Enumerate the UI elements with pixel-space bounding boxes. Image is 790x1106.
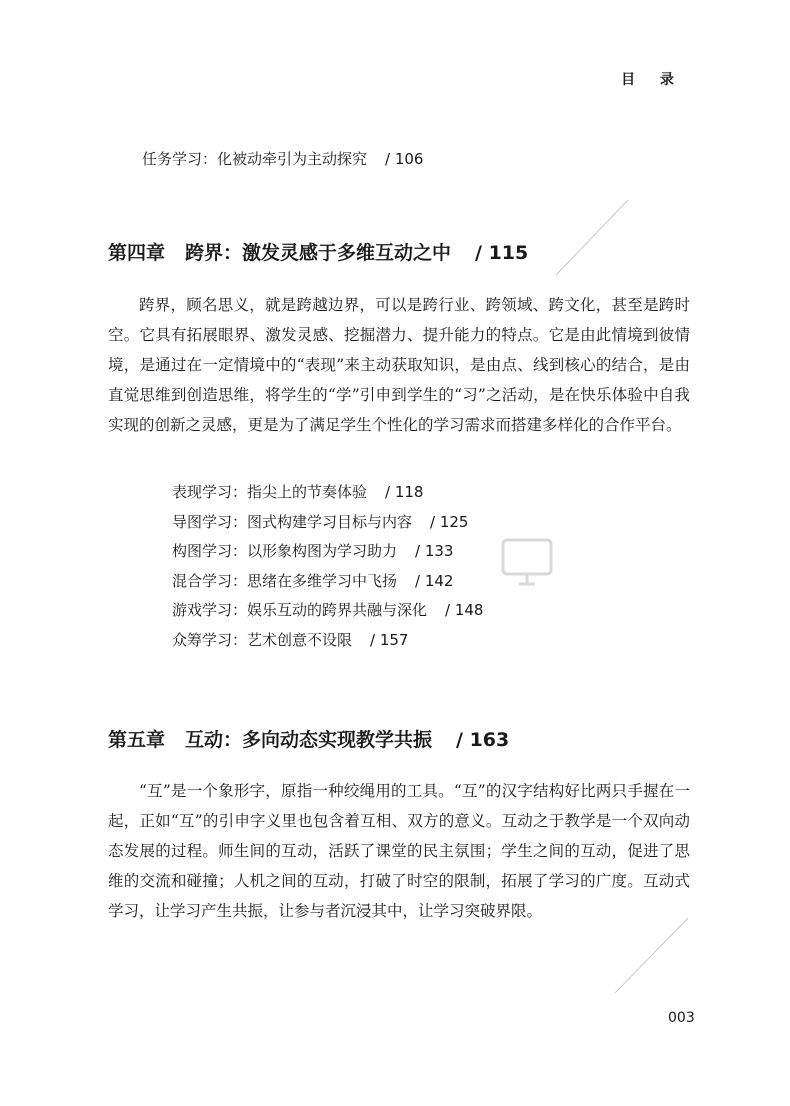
summary-text: “互”是一个象形字，原指一种绞绳用的工具。“互”的汉字结构好比两只手握在一起，正如“互”的引申字义里也包含着互相、双方的意义。互动之于教学是一个双向动态发展的过程。师生间的互动，活跃了课堂的民主氛围；学生之间的互动，促进了思维的交流和碰撞；人机之间的互动，打破了时空的限制，拓展了学习的广度。互动式学习，让学习产生共振，让参与者沉浸其中，让学习突破界限。 xyxy=(108,782,690,920)
chapter-title: 互动：多向动态实现教学共振 xyxy=(185,729,433,751)
section-title: 任务学习：化被动牵引为主动探究 xyxy=(142,150,368,168)
chapter-page: / 115 xyxy=(475,242,529,264)
chapter-number: 第五章 xyxy=(108,729,166,751)
decorative-diagonal-line xyxy=(615,918,688,993)
section-page: / 125 xyxy=(430,512,469,531)
summary-text: 跨界，顾名思义，就是跨越边界，可以是跨行业、跨领域、跨文化，甚至是跨时空。它具有拓展眼界、激发灵感、挖掘潜力、提升能力的特点。它是由此情境到彼情境，是通过在一定情境中的“表现”来主动获取知识，是由点、线到核心的结合，是由直觉思维到创造思维，将学生的“学”引申到学生的“习”之活动，是在快乐体验中自我实现的创新之灵感，更是为了满足学生个性化的学习需求而搭建多样化的合作平台。 xyxy=(108,296,690,434)
chapter-title: 跨界：激发灵感于多维互动之中 xyxy=(185,242,452,264)
section-title: 游戏学习：娱乐互动的跨界共融与深化 xyxy=(172,601,428,620)
section-page: / 157 xyxy=(370,630,409,649)
page-number: 003 xyxy=(668,1010,695,1026)
section-page: / 133 xyxy=(415,542,454,561)
section-page: / 148 xyxy=(445,601,484,620)
chapter-page: / 163 xyxy=(456,729,510,751)
running-header: 目 录 xyxy=(621,72,684,88)
section-title: 构图学习：以形象构图为学习助力 xyxy=(172,542,398,561)
section-page: / 142 xyxy=(415,571,454,590)
section-title: 导图学习：图式构建学习目标与内容 xyxy=(172,512,413,531)
section-title: 众筹学习：艺术创意不设限 xyxy=(172,630,353,649)
decorative-diagonal-line xyxy=(556,200,628,275)
section-title: 混合学习：思绪在多维学习中飞扬 xyxy=(172,571,398,590)
section-page: / 118 xyxy=(385,483,424,501)
monitor-icon xyxy=(503,540,551,584)
section-title: 表现学习：指尖上的节奏体验 xyxy=(172,483,368,501)
section-page: / 106 xyxy=(385,150,424,168)
chapter-number: 第四章 xyxy=(108,242,166,264)
